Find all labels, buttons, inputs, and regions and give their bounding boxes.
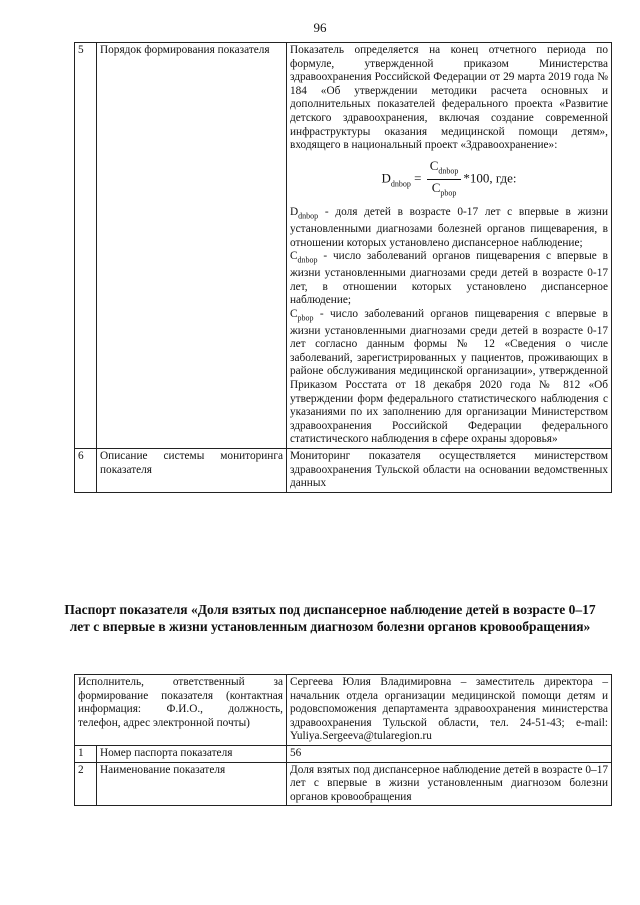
formula-eq: = <box>414 170 422 186</box>
definition <box>290 206 608 250</box>
row-number: 5 <box>75 43 97 449</box>
formula-tail: *100, где: <box>463 170 517 186</box>
row-label: Описание системы мониторинга показателя <box>97 448 287 492</box>
table-row <box>75 675 612 746</box>
row-content: Мониторинг показателя осуществляется министерством здравоохранения Тульской области на основании ведомственных данных <box>287 448 612 492</box>
indicator-passport-table <box>74 674 612 806</box>
row-number: 2 <box>75 762 97 806</box>
row-number: 1 <box>75 745 97 762</box>
row-content <box>287 43 612 449</box>
def-sub: dnbop <box>297 255 318 265</box>
def-symbol: C <box>290 250 298 263</box>
def-symbol: D <box>290 206 299 219</box>
table-row <box>75 448 612 492</box>
executor-label: Исполнитель, ответственный за формирование показателя (контактная информация: Ф.И.О., должность, телефон, адрес электронной почты) <box>75 675 287 746</box>
formula-fraction <box>427 159 462 200</box>
def-text: - число заболеваний органов пищеварения с впервые в жизни установленными диагнозами среди детей в возрасте 0-17 лет, в отношении которых установлено диспансерное наблюдение; <box>290 250 608 307</box>
formula-den-sub: pbop <box>440 188 457 198</box>
formula-lhs: D <box>381 170 391 186</box>
table-row <box>75 762 612 806</box>
formula-denominator <box>427 180 462 200</box>
formula-lhs-sub: dnbop <box>390 179 411 189</box>
def-sub: dnbop <box>298 211 319 221</box>
executor-contact: Сергеева Юлия Владимировна – заместитель директора – начальник отдела организации медицинской помощи детям и родовспоможения департамента здравоохранения министерства здравоохранения Тульской области, тел. 24-51-43; e-mail: Yuliya.Sergeeva@tularegion.ru <box>287 675 612 746</box>
table-row <box>75 43 612 449</box>
formula <box>290 153 608 206</box>
formula-num-sym: C <box>429 157 439 173</box>
row-number: 6 <box>75 448 97 492</box>
page-number: 96 <box>313 20 327 35</box>
formula-den-sym: C <box>431 179 441 195</box>
formation-intro: Показатель определяется на конец отчетного периода по формуле, утвержденной приказом Министерства здравоохранения Российской Федерации от 29 марта 2019 года № 184 «Об утверждении методики расчета основных и дополнительных показателей федерального проекта «Развитие детского здравоохранения, включая создание современной инфраструктуры оказания медицинской помощи детям», входящего в национальный проект «Здравоохранение»: <box>290 44 608 152</box>
def-text: - число заболеваний органов пищеварения с впервые в жизни установленными диагнозами среди детей в возрасте 0-17 лет согласно данным формы № 12 «Сведения о числе заболеваний, зарегистрированных у пациентов, проживающих в районе обслуживания медицинской организации», утвержденной Приказом Росстата от 18 декабря 2020 года № 812 «Об утверждении форм федерального статистического наблюдения с указаниями по их заполнению для организации Министерством здравоохранения Российской Федерации федерального статистического наблюдения в сфере охраны здоровья» <box>290 307 608 446</box>
row-label: Наименование показателя <box>97 762 287 806</box>
formula-num-sub: dnbop <box>438 166 459 176</box>
section-heading: Паспорт показателя «Доля взятых под диспансерное наблюдение детей в возрасте 0–17 лет с впервые в жизни установленным диагнозом болезни органов кровообращения» <box>64 602 596 634</box>
row-label: Порядок формирования показателя <box>97 43 287 449</box>
row-label: Номер паспорта показателя <box>97 745 287 762</box>
indicator-table-top <box>74 42 612 493</box>
definition <box>290 308 608 447</box>
row-content: 56 <box>287 745 612 762</box>
def-symbol: C <box>290 307 298 320</box>
def-sub: pbop <box>297 313 314 323</box>
row-content: Доля взятых под диспансерное наблюдение детей в возрасте 0–17 лет с впервые в жизни установленным диагнозом болезни органов кровообращения <box>287 762 612 806</box>
definition <box>290 250 608 308</box>
table-row <box>75 745 612 762</box>
formula-numerator <box>427 159 462 180</box>
def-text: - доля детей в возрасте 0-17 лет с впервые в жизни установленными диагнозами болезней органов пищеварения, в отношении которых установлено диспансерное наблюдение; <box>290 206 608 249</box>
